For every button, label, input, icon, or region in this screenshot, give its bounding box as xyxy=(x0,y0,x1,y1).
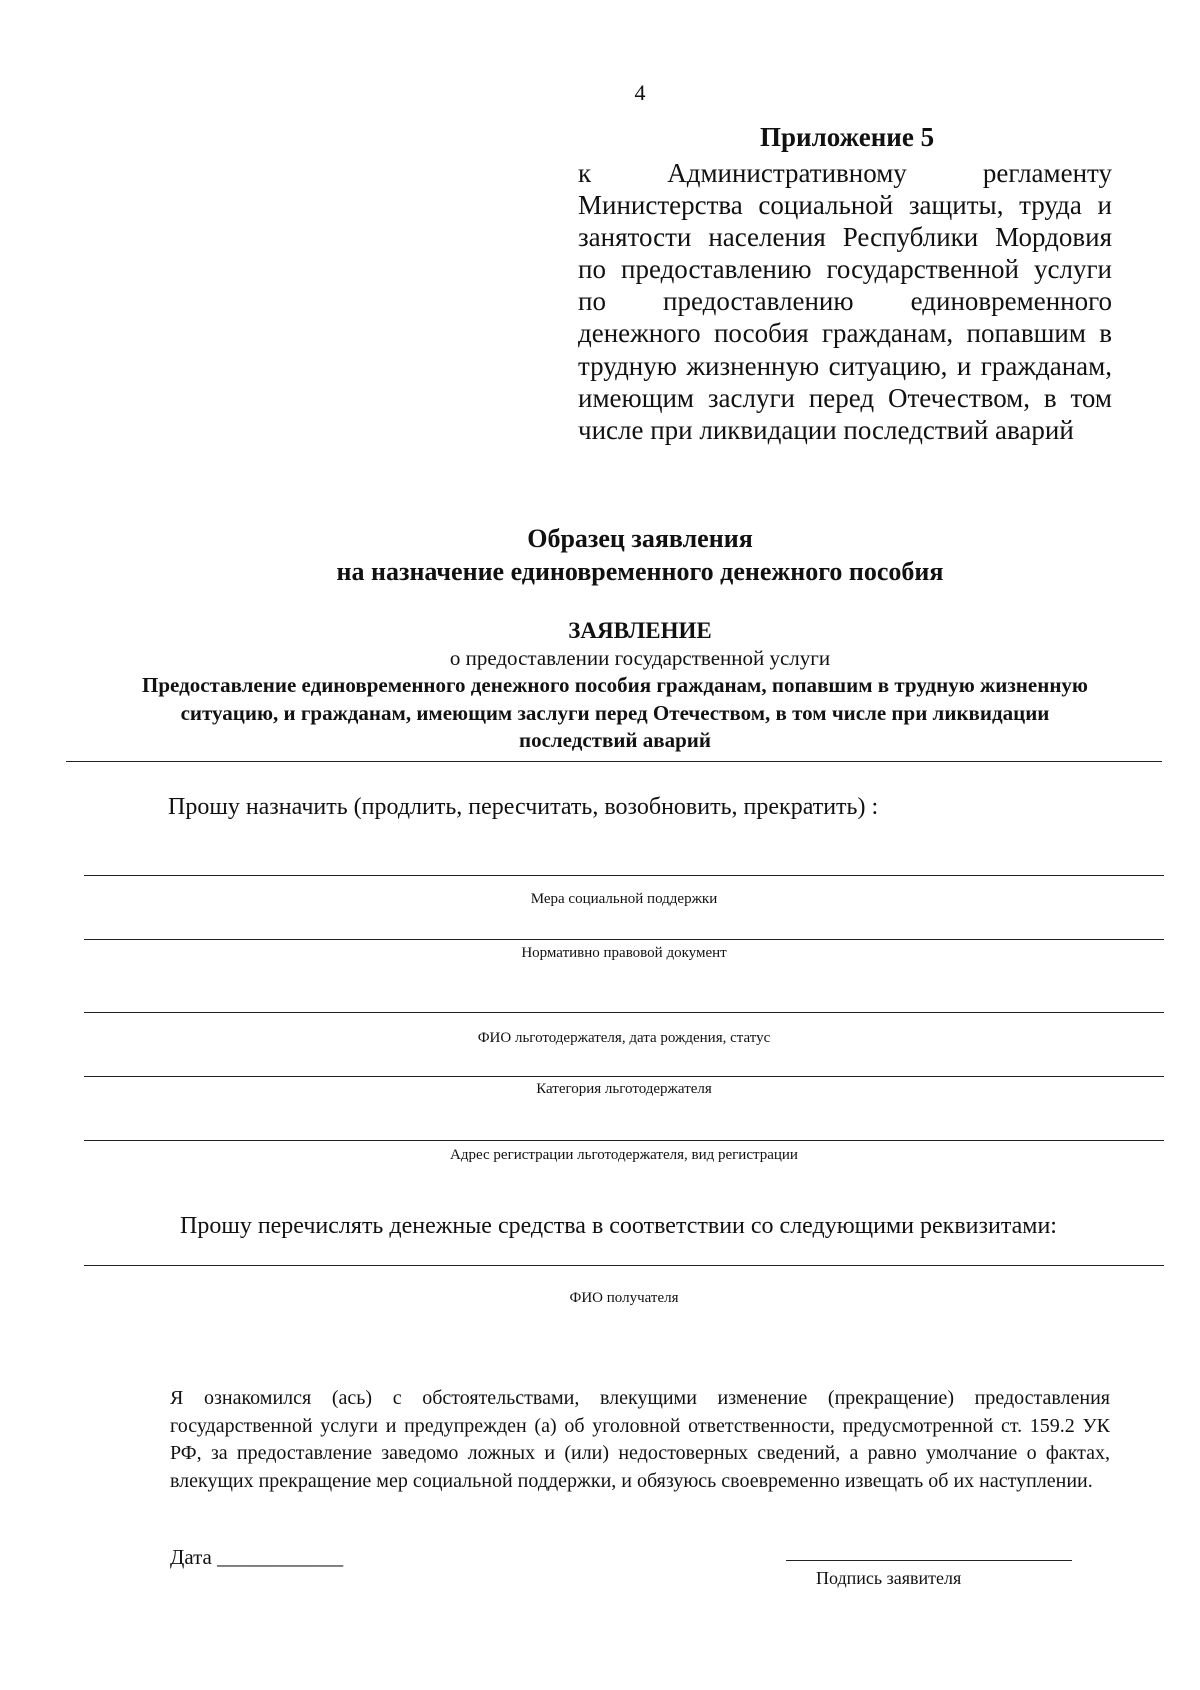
statement-about: о предоставлении государственной услуги xyxy=(449,646,831,670)
service-underline xyxy=(66,761,1162,762)
registration-address-caption: Адрес регистрации льготодержателя, вид регистрации xyxy=(450,1147,798,1163)
page-number: 4 xyxy=(634,80,646,105)
transfer-text: Прошу перечислять денежные средства в соответствии со следующими реквизитами: xyxy=(180,1213,1057,1239)
normative-doc-caption: Нормативно правовой документ xyxy=(521,945,727,961)
recipient-name-caption: ФИО получателя xyxy=(569,1290,679,1306)
appendix-title: Приложение 5 xyxy=(760,122,935,152)
recipient-name-field-line[interactable] xyxy=(84,1265,1164,1266)
sample-title xyxy=(0,522,1200,588)
measure-caption: Мера социальной поддержки xyxy=(530,891,718,907)
measure-field-line[interactable] xyxy=(84,875,1164,876)
sample-title-line1: Образец заявления xyxy=(527,524,753,553)
request-text: Прошу назначить (продлить, пересчитать, возобновить, прекратить) : xyxy=(168,794,879,820)
beneficiary-category-field-line[interactable] xyxy=(84,1076,1164,1077)
date-field[interactable]: Дата ____________ xyxy=(170,1545,344,1569)
signature-caption: Подпись заявителя xyxy=(816,1568,962,1588)
registration-address-field-line[interactable] xyxy=(84,1140,1164,1141)
statement-service-name: Предоставление единовременного денежного пособия гражданам, попавшим в трудную жизненную ситуацию, и гражданам, имеющим заслуги перед Отечеством, в том числе при ликвидации последствий аварий xyxy=(142,673,1088,752)
beneficiary-category-caption: Категория льготодержателя xyxy=(536,1081,712,1097)
beneficiary-name-field-line[interactable] xyxy=(84,1012,1164,1013)
normative-doc-field-line[interactable] xyxy=(84,939,1164,940)
beneficiary-name-caption: ФИО льготодержателя, дата рождения, статус xyxy=(477,1030,771,1046)
signature-line[interactable] xyxy=(786,1560,1072,1561)
statement-title: ЗАЯВЛЕНИЕ xyxy=(568,618,712,643)
sample-title-line2: на назначение единовременного денежного пособия xyxy=(336,557,944,586)
appendix-body: к Административному регламенту Министерства социальной защиты, труда и занятости населения Республики Мордовия по предоставлению государственной услуги по предоставлению единовременного денежного пособия гражданам, попавшим в трудную жизненную ситуацию, и гражданам, имеющим заслуги перед Отечеством, в том числе при ликвидации последствий аварий xyxy=(578,158,1112,445)
acknowledgement-text: Я ознакомился (ась) с обстоятельствами, влекущими изменение (прекращение) предоставления государственной услуги и предупрежден (а) об уголовной ответственности, предусмотренной ст. 159.2 УК РФ, за предоставление заведомо ложных и (или) недостоверных сведений, а равно умолчание о фактах, влекущих прекращение мер социальной поддержки, и обязуюсь своевременно извещать об их наступлении. xyxy=(170,1387,1110,1492)
